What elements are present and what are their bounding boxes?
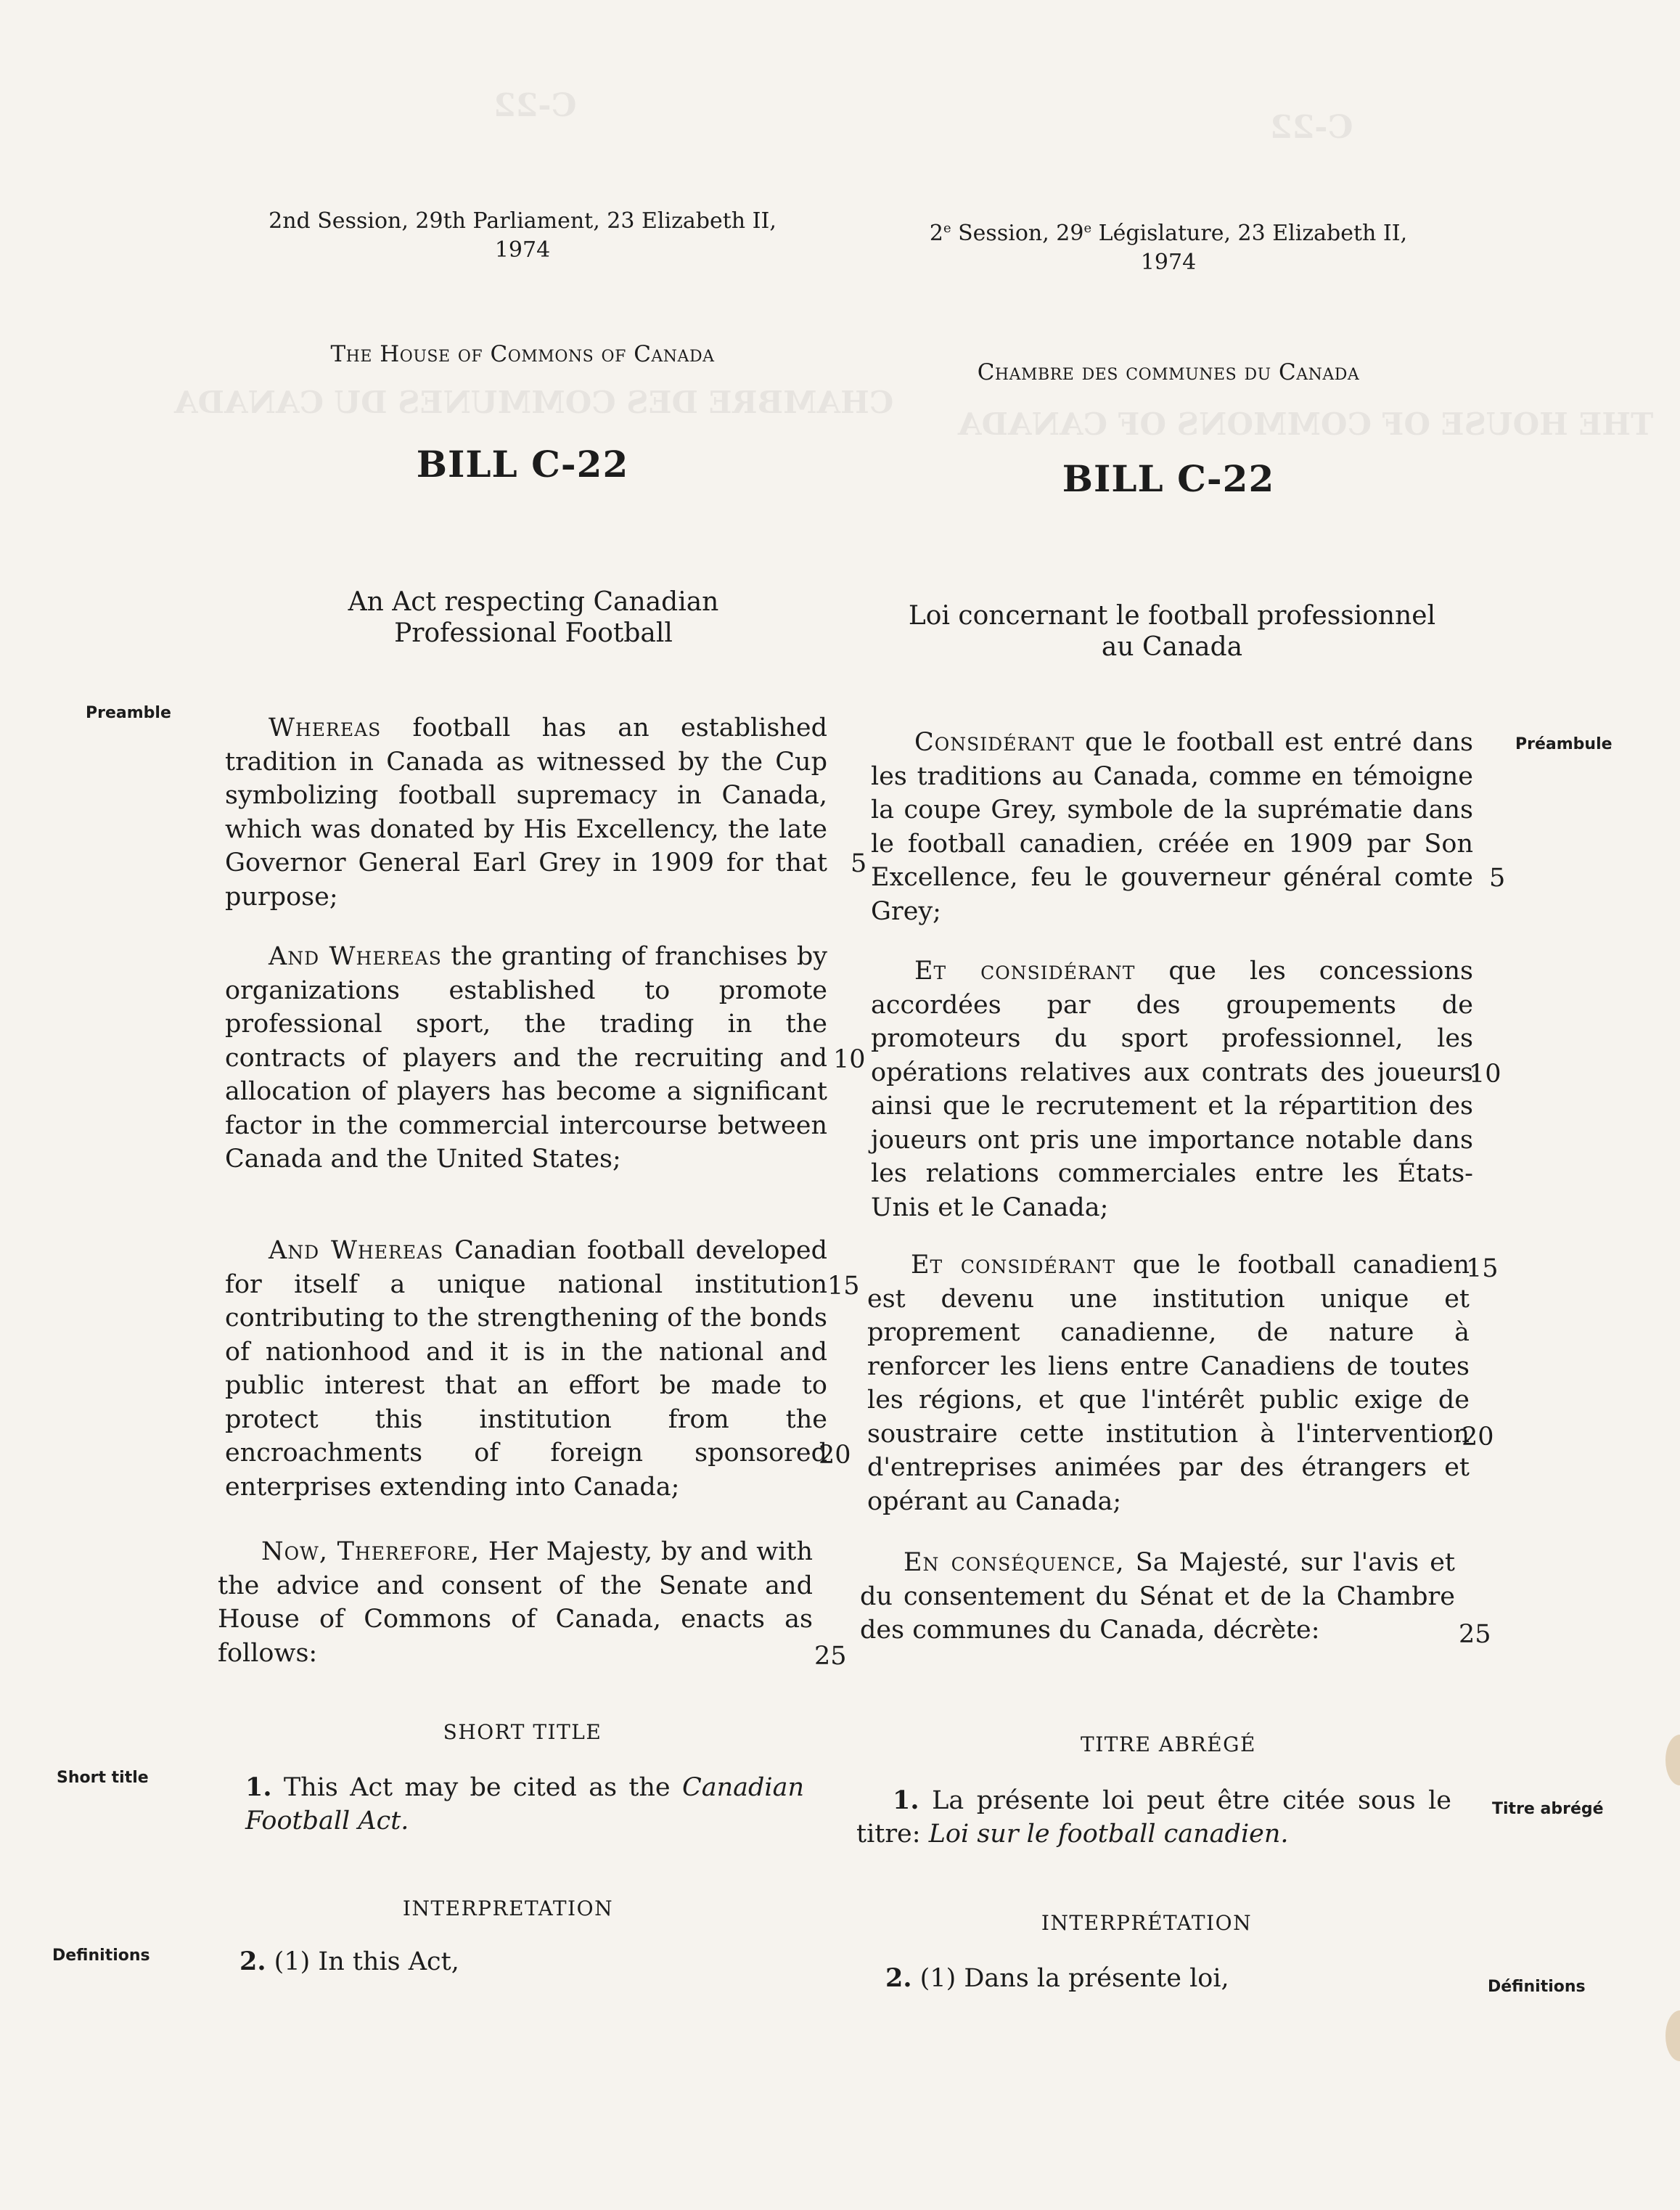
show-through-code-right: C-22 — [1270, 109, 1353, 146]
interpretation-heading-en: INTERPRETATION — [402, 1896, 614, 1920]
section-1-en: 1. This Act may be cited as the Canadian Football Act. — [245, 1772, 804, 1835]
show-through-house-en: THE HOUSE OF COMMONS OF CANADA — [958, 406, 1654, 442]
binding-edge-mark — [1665, 1735, 1680, 1785]
margin-preamble-en: Preamble — [86, 704, 171, 722]
session-line-en: 2nd Session, 29th Parliament, 23 Elizabeth II, — [269, 208, 777, 234]
binding-edge-mark — [1665, 2010, 1680, 2061]
session-en — [221, 207, 824, 265]
short-title-heading-fr: TITRE ABRÉGÉ — [1081, 1732, 1256, 1756]
show-through-code-left: C-22 — [493, 87, 577, 124]
preamble-paragraph-en: And Whereas Canadian football developed for itself a unique national institution contributing to the strengthening of the bonds of nationhood and it is in the national and public interest that an effort be made to protect this institution from the encroachments of foreign sponsored enterprises extending into Canada; — [225, 1236, 827, 1502]
line-number-fr: 5 — [1489, 864, 1506, 893]
preamble-paragraph-fr: En conséquence, Sa Majesté, sur l'avis et du consentement du Sénat et de la Chambre des communes du Canada, décrète: — [860, 1548, 1456, 1645]
house-fr: Chambre des communes du Canada — [977, 359, 1360, 385]
line-number-fr: 25 — [1459, 1620, 1491, 1649]
interpretation-heading-fr: INTERPRÉTATION — [1041, 1911, 1253, 1935]
preamble-paragraph-en: Now, Therefore, Her Majesty, by and with the advice and consent of the Senate and House of Commons of Canada, enacts as follows: — [218, 1537, 814, 1668]
bill-number-fr: BILL C-22 — [1062, 457, 1275, 500]
margin-preamble-fr: Préambule — [1515, 735, 1613, 753]
margin-short-title-en: Short title — [57, 1769, 149, 1787]
act-title-en: An Act respecting Canadian Professional Football — [348, 587, 719, 648]
preamble-paragraph-en: And Whereas the granting of franchises by organizations established to promote professional sport, the trading in the contracts of players and the recruiting and allocation of players has become a significant factor in the commercial intercourse between Canada and the United States; — [225, 942, 827, 1174]
line-number-en: 10 — [833, 1045, 866, 1074]
line-number-fr: 15 — [1466, 1254, 1499, 1283]
short-title-heading-en: SHORT TITLE — [443, 1720, 602, 1744]
act-title-fr: Loi concernant le football professionnel au Canada — [908, 601, 1436, 662]
house-en: The House of Commons of Canada — [330, 341, 715, 367]
preamble-paragraph-fr: Et considérant que les concessions accordées par des groupements de promoteurs du sport professionnel, les opérations relatives aux contrats des joueurs ainsi que le recrutement et la répartition des joueurs ont pris une importance notable dans les relations commerciales entre les États-Unis et le Canada; — [871, 957, 1473, 1222]
section-1-fr: 1. La présente loi peut être citée sous le titre: Loi sur le football canadien. — [856, 1785, 1451, 1849]
line-number-en: 15 — [827, 1272, 860, 1301]
margin-definitions-fr: Définitions — [1488, 1978, 1586, 1996]
line-number-en: 5 — [851, 849, 867, 878]
preamble-paragraph-fr: Considérant que le football est entré dans les traditions au Canada, comme en témoigne la coupe Grey, symbole de la suprématie dans le football canadien, créée en 1909 par Son Excellence, feu le gouverneur général comte Grey; — [871, 728, 1473, 926]
session-year-en: 1974 — [494, 237, 551, 263]
preamble-paragraph-fr: Et considérant que le football canadien est devenu une institution unique et proprement canadienne, de nature à renforcer les liens entre Canadiens de toutes les régions, et que l'intérêt public exige de soustraire cette institution à l'intervention d'entreprises animées par des étrangers et opérant au Canada; — [867, 1251, 1470, 1516]
line-number-en: 25 — [814, 1642, 847, 1671]
line-number-fr: 10 — [1469, 1060, 1501, 1089]
preamble-paragraph-en: Whereas football has an established tradition in Canada as witnessed by the Cup symbolizing football supremacy in Canada, which was donated by His Excellency, the late Governor General Earl Grey in 1909 for that purpose; — [225, 713, 827, 912]
margin-short-title-fr: Titre abrégé — [1492, 1800, 1604, 1818]
line-number-en: 20 — [819, 1441, 851, 1470]
margin-definitions-en: Definitions — [52, 1947, 150, 1965]
session-fr — [867, 214, 1470, 277]
session-year-fr: 1974 — [1140, 250, 1197, 275]
section-2-en: 2. (1) In this Act, — [239, 1947, 459, 1976]
show-through-house-fr: CHAMBRE DES COMMUNES DU CANADA — [174, 385, 894, 420]
section-2-fr: 2. (1) Dans la présente loi, — [885, 1963, 1229, 1993]
bill-number-en: BILL C-22 — [416, 443, 629, 486]
session-line-fr: 2e Session, 29e Législature, 23 Elizabeth II, — [929, 221, 1408, 246]
line-number-fr: 20 — [1462, 1423, 1494, 1452]
